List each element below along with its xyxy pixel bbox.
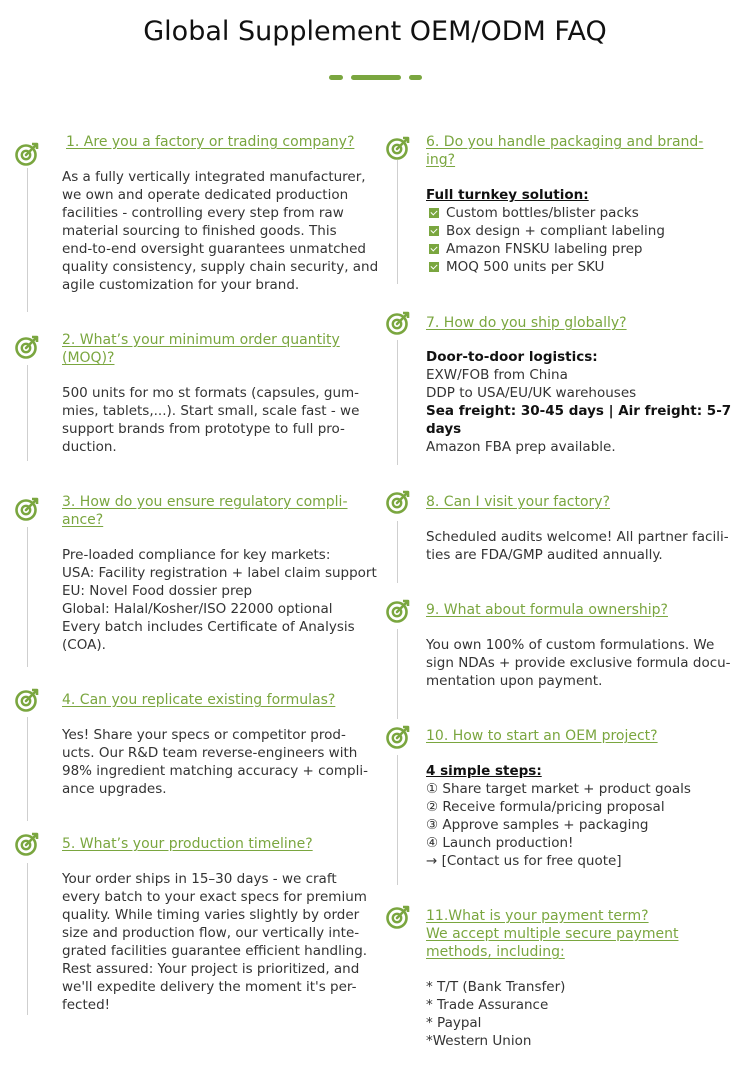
faq-question-4[interactable]: 4. Can you replicate existing formulas? [62,692,336,708]
answer-line: mentation upon payment. [426,673,603,689]
check-item-label: Box design + compliant labeling [446,223,665,239]
answer-line: EU: Novel Food dossier prep [62,583,253,599]
faq-question-9[interactable]: 9. What about formula ownership? [426,602,668,618]
answer-line: sign NDAs + provide exclusive formula docu- [426,655,731,671]
target-check-icon [385,489,411,515]
faq-answer-5 [62,870,367,1014]
payment-method: *Western Union [426,1033,532,1049]
payment-method: * T/T (Bank Transfer) [426,979,566,995]
question-line: (MOQ)? [62,350,115,366]
answer-line: support brands from prototype to full pro- [62,421,345,437]
timeline-line [397,629,398,719]
faq-answer-6 [426,186,665,276]
answer-line: we own and operate dedicated production [62,187,349,203]
answer-line-bold: days [426,421,462,437]
title-divider-left [329,75,343,80]
timeline-line [27,863,28,1015]
answer-line: Yes! Share your specs or competitor prod- [62,727,346,743]
target-check-icon [385,310,411,336]
target-check-icon [14,496,40,522]
faq-question-7[interactable]: 7. How do you ship globally? [426,315,627,331]
question-line: ance? [62,512,104,528]
checkbox-icon [429,226,439,236]
answer-line: 98% ingredient matching accuracy + compli- [62,763,368,779]
step-item: ① Share target market + product goals [426,781,691,797]
answer-line: every batch to your exact specs for premium [62,889,367,905]
answer-line: agile customization for your brand. [62,277,300,293]
answer-line: Amazon FBA prep available. [426,439,616,455]
answer-line: facilities - controlling every step from raw [62,205,344,221]
answer-line: size and production flow, our vertically inte- [62,925,360,941]
question-line: 2. What’s your minimum order quantity [62,332,340,348]
faq-answer-4 [62,726,368,798]
answer-line: EXW/FOB from China [426,367,568,383]
question-line: 11.What is your payment term? [426,908,649,924]
contact-link[interactable]: → [Contact us for free quote] [426,853,622,869]
step-item: ④ Launch production! [426,835,574,851]
faq-answer-3 [62,546,377,654]
faq-answer-8 [426,528,729,564]
target-check-icon [385,135,411,161]
timeline-line [27,527,28,667]
answer-line: fected! [62,997,111,1013]
answer-line: As a fully vertically integrated manufacturer, [62,169,366,185]
answer-header: Door-to-door logistics: [426,349,598,365]
answer-line: Pre-loaded compliance for key markets: [62,547,331,563]
target-check-icon [14,831,40,857]
answer-line: (COA). [62,637,106,653]
answer-line: grated facilities guarantee efficient handling. [62,943,368,959]
timeline-line [27,717,28,821]
check-item [426,258,665,276]
answer-line: You own 100% of custom formulations. We [426,637,715,653]
faq-question-5[interactable]: 5. What’s your production timeline? [62,836,313,852]
faq-question-11[interactable] [426,907,678,961]
target-check-icon [14,334,40,360]
answer-header: 4 simple steps: [426,763,542,779]
step-item: ③ Approve samples + packaging [426,817,649,833]
target-check-icon [385,598,411,624]
answer-line: 500 units for mo st formats (capsules, gum- [62,385,360,401]
timeline-line [27,168,28,312]
answer-line: duction. [62,439,117,455]
timeline-line [27,365,28,461]
question-line: methods, including: [426,944,565,960]
payment-method: * Trade Assurance [426,997,549,1013]
answer-line: USA: Facility registration + label claim support [62,565,377,581]
timeline-line [397,160,398,284]
answer-header: Full turnkey solution: [426,187,589,203]
checkbox-icon [429,208,439,218]
faq-answer-10 [426,762,691,870]
faq-question-3[interactable] [62,493,348,529]
target-check-icon [14,141,40,167]
answer-line-bold: Sea freight: 30-45 days | Air freight: 5-7 [426,403,732,419]
answer-line: ucts. Our R&D team reverse-engineers with [62,745,358,761]
answer-line: quality consistency, supply chain security, and [62,259,379,275]
payment-method: * Paypal [426,1015,482,1031]
faq-answer-9 [426,636,731,690]
answer-line: Every batch includes Certificate of Analysis [62,619,355,635]
check-item-label: Amazon FNSKU labeling prep [446,241,643,257]
answer-line: quality. While timing varies slightly by order [62,907,360,923]
faq-answer-1 [62,168,378,294]
check-item [426,240,665,258]
timeline-line [397,755,398,885]
target-check-icon [385,724,411,750]
answer-line: Your order ships in 15–30 days - we craft [62,871,337,887]
check-item-label: Custom bottles/blister packs [446,205,639,221]
answer-line: material sourcing to finished goods. This [62,223,337,239]
title-divider-right [409,75,422,80]
faq-answer-2 [62,384,359,456]
faq-question-6[interactable] [426,133,703,169]
answer-line: end-to-end oversight guarantees unmatched [62,241,366,257]
faq-answer-7 [426,348,731,456]
answer-line: ance upgrades. [62,781,167,797]
faq-question-10[interactable]: 10. How to start an OEM project? [426,728,658,744]
checkbox-icon [429,244,439,254]
answer-line: ties are FDA/GMP audited annually. [426,547,663,563]
check-item [426,222,665,240]
title-divider-center [351,75,401,80]
target-check-icon [14,687,40,713]
faq-question-8[interactable]: 8. Can I visit your factory? [426,494,611,510]
check-item [426,204,665,222]
timeline-line [397,340,398,465]
answer-line: Global: Halal/Kosher/ISO 22000 optional [62,601,333,617]
question-line: ing? [426,152,456,168]
question-line: 6. Do you handle packaging and brand- [426,134,704,150]
answer-line: mies, tablets,...). Start small, scale fast - we [62,403,360,419]
target-check-icon [385,904,411,930]
answer-line: Rest assured: Your project is prioritized, and [62,961,360,977]
answer-line: Scheduled audits welcome! All partner facili- [426,529,729,545]
faq-answer-11 [426,978,565,1050]
answer-line: we'll expedite delivery the moment it's per- [62,979,357,995]
check-item-label: MOQ 500 units per SKU [446,259,605,275]
page-title: Global Supplement OEM/ODM FAQ [143,16,607,47]
step-item: ② Receive formula/pricing proposal [426,799,665,815]
question-line: 3. How do you ensure regulatory compli- [62,494,348,510]
faq-question-2[interactable] [62,331,340,367]
answer-line: DDP to USA/EU/UK warehouses [426,385,637,401]
checkbox-icon [429,262,439,272]
timeline-line [397,521,398,583]
faq-question-1[interactable]: 1. Are you a factory or trading company? [66,134,355,150]
question-line: We accept multiple secure payment [426,926,679,942]
